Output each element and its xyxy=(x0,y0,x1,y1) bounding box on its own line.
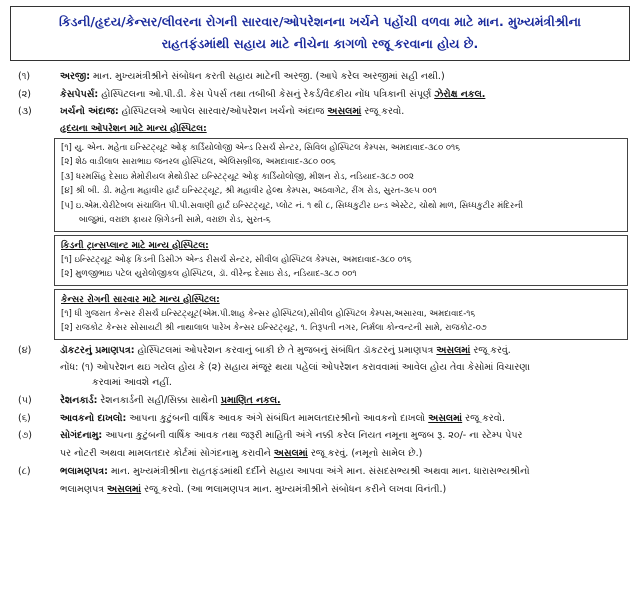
item-emphasis: ઝેરોક્ષ નકલ. xyxy=(434,88,486,100)
hospital-entry: [૪] શ્રી બી. ડી. મહેતા મહાવીર હાર્ટ ઇન્સ્ટિટ્યૂટ, શ્રી મહાવીર હેલ્થ કેમ્પસ, અઠવાગેટ, રીંગ રોડ, સુરત-૩૯૫ ૦૦૧ xyxy=(61,186,437,196)
item-number: (૪) xyxy=(18,344,32,356)
list-item-doctor-certificate xyxy=(8,343,632,359)
item-emphasis: પ્રમાણિત નકલ. xyxy=(220,395,281,406)
item-text: આપના કુટુંબની વાર્ષિક આવક તથા જરૂરી માહિતી અંગે નક્કી કરેલ નિયત નમૂના મુજબ રૂ. ૨૦/- ના સ્ટેમ્પ પેપર xyxy=(102,430,523,441)
hospital-entry: [૨] શેઠ વાડીલાલ સારાભાઇ જનરલ હોસ્પિટલ, એલિસબ્રીજ, અમદાવાદ-૩૮૦ ૦૦૬ xyxy=(61,157,336,167)
item-number: (૬) xyxy=(18,412,31,424)
item-label: આવકનો દાખલો: xyxy=(60,412,127,424)
item-label: કેસપેપર્સ: xyxy=(60,88,99,100)
item-label: ડૉકટરનું પ્રમાણપત્ર: xyxy=(60,344,135,356)
item-text: હોસ્પિટલમાં ઓપરેશન કરવાનું બાકી છે તે મુજબનું સંબંધિત ડૉકટરનું પ્રમાણપત્ર xyxy=(134,344,437,356)
hospital-entry: [૧] ધી ગુજરાત કેન્સર રીસર્ચ ઇન્સ્ટિટ્યૂટ(એમ.પી.શાહ કેન્સર હોસ્પિટલ),સીવીલ હોસ્પિટલ કેમ્પસ,અસારવા, અમદાવાદ-૧૬ xyxy=(61,308,476,319)
item-number: (૭) xyxy=(18,430,33,441)
cancer-hospitals-box xyxy=(54,289,628,340)
affidavit-continuation xyxy=(8,446,632,462)
item-number: (૮) xyxy=(18,466,31,477)
item-text: હોસ્પિટલએ આપેલ સારવાર/ઓપરેશન ખર્ચનો અંદાજ xyxy=(118,106,328,117)
item-label: ખર્ચનો અંદાજ: xyxy=(60,106,119,117)
item-text: માન. મુખ્યમંત્રીશ્રીના રાહતફંડમાંથી દર્દીને સહાય આપવા અંગે માન. સંસદસભ્યશ્રી અથવા માન. ધારાસભ્યશ્રીનો xyxy=(107,466,530,477)
item-text: રેશનકાર્ડની સહી/સિક્કા સાથેની xyxy=(97,395,221,406)
hospital-entry: [૫] ઇ.એમ.ચેરીટેબલ સંચાલિત પી.પી.સવાણી હાર્ટ ઇન્સ્ટિટ્યૂટ, પ્લોટ નં. ૧ થી ૮, સિધ્ધકુટીર ઇન્ડ એસ્ટેટ, ચોથો માળ, સિધ્ધકુટીર મંદિરની xyxy=(61,200,524,211)
item-tail: રજૂ કરવો. (આ ભલામણપત્ર માન. મુખ્યમંત્રીશ્રીને સંબોધન કરીને લખવા વિનંતી.) xyxy=(141,483,447,495)
item-tail: રજૂ કરવો. xyxy=(361,106,405,117)
item-label: ભલામણપત્ર: xyxy=(60,466,108,477)
item-tail: રજૂ કરવો. xyxy=(462,412,506,424)
item-label: રેશનકાર્ડ: xyxy=(60,395,98,406)
hospital-entry: [૨] મુળજીભાઇ પટેલ યુરોલોજીકલ હોસ્પિટલ, ડૉ. વીરેન્દ્ર દેસાઇ રોડ, નડિયાદ-૩૮૭ ૦૦૧ xyxy=(61,269,357,279)
doctor-note: નોંધ: (૧) ઓપરેશન થઇ ગયેલ હોય કે (૨) સહાય મંજૂર થયા પહેલાં ઓપરેશન કરાવવામાં આવેલ હોય તેવા કેસોમાં વિચારણા xyxy=(60,362,530,373)
list-item-affidavit xyxy=(8,428,632,444)
hospital-entry: [૧] યુ. એન. મહેતા ઇન્સ્ટિટ્યૂટ ઓફ કાર્ડિયોલોજી એન્ડ રિસર્ચ સેન્ટર, સિવિલ હોસ્પિટલ કેમ્પસ, અમદાવાદ-૩૮૦ ૦૧૬ xyxy=(61,142,460,153)
item-emphasis: અસલમાં xyxy=(107,483,142,495)
hospital-entry: [૧] ઇન્સ્ટિટ્યૂટ ઓફ કિડની ડિસીઝ એન્ડ રીસર્ચ સેન્ટર, સીવીલ હોસ્પિટલ કેમ્પસ, અમદાવાદ-૩૮૦ ૦૧૬ xyxy=(61,254,412,265)
kidney-hospitals-box xyxy=(54,235,628,286)
hospital-entry-continuation: બાજુમાં, વરાછા ફાયર બ્રિગેડની સામે, વરાછા રોડ, સુરત-૬ xyxy=(79,215,271,225)
doctor-note-continuation: કરવામાં આવશે નહીં. xyxy=(92,377,172,388)
title-line-2: રાહતફંડમાંથી સહાય માટે નીચેના કાગળો રજૂ કરવાના હોય છે. xyxy=(161,36,479,51)
item-emphasis: અસલમાં xyxy=(273,447,308,459)
heart-hospitals-heading: હૃદયના ઓપરેશન માટે માન્ય હોસ્પિટલ: xyxy=(60,123,207,134)
item-tail: રજૂ કરવું. (નમૂનો સામેલ છે.) xyxy=(307,447,423,459)
item-text: હોસ્પિટલના ઓ.પી.ડી. કેસ પેપર્સ તથા તબીબી કેસનું રેકર્ડ/વૈદકીય નોંધ પત્રિકાની સંપૂર્ણ xyxy=(98,88,435,100)
item-number: (૨) xyxy=(18,88,31,100)
hospital-entry: [૨] રાજકોટ કેન્સર સોસાયટી શ્રી નાથાલાલ પારેખ કેન્સર ઇન્સ્ટિટ્યૂટ, ૧. તિરૂપતી નગર, નિર્મલા કોન્વન્ટની સામે, રાજકોટ-૦૭ xyxy=(61,323,487,333)
list-item-case-papers xyxy=(8,87,632,103)
kidney-hospitals-heading: કિડની ટ્રાન્સપ્લાન્ટ માટે માન્ય હોસ્પિટલ: xyxy=(61,240,209,251)
title-line-1: કિડની/હૃદય/કેન્સર/લીવરના રોગની સારવાર/ઓપરેશનના ખર્ચને પહોંચી વળવા માટે માન. મુખ્યમંત્રીશ્રીના xyxy=(59,14,581,29)
item-emphasis: અસલમાં xyxy=(428,412,463,424)
list-item-income-certificate xyxy=(8,411,632,427)
list-item-recommendation-letter xyxy=(8,464,632,480)
recommendation-continuation xyxy=(8,482,632,498)
item-text: પર નોટરી અથવા મામલતદાર કોર્ટમાં સોગંદનામુ કરાવીને xyxy=(60,447,274,459)
document-title xyxy=(10,6,630,61)
item-text: આપના કુટુંબની વાર્ષિક આવક અંગે સંબંધિત મામલતદારશ્રીનો આવકનો દાખલો xyxy=(126,412,429,424)
item-number: (૫) xyxy=(18,395,32,406)
item-number: (૩) xyxy=(18,106,32,117)
item-text: ભલામણપત્ર xyxy=(60,483,108,495)
hospital-entry: [૩] ધરમસિંહ દેસાઇ મેમોરીયલ મેથોડીસ્ટ ઇન્સ્ટિટ્યૂટ ઓફ કાર્ડિયોલોજી, મીશન રોડ, નડિયાદ-૩૮૭ ૦૦૨ xyxy=(61,171,414,182)
cancer-hospitals-heading: કેન્સર રોગની સારવાર માટે માન્ય હોસ્પિટલ: xyxy=(61,294,220,305)
item-text: માન. મુખ્યમંત્રીશ્રીને સંબોધન કરતી સહાય માટેની અરજી. (આપે કરેલ અરજીમાં સહી નથી.) xyxy=(90,71,445,82)
item-label: સોગંદનામુ: xyxy=(60,430,103,441)
list-item-application xyxy=(8,69,632,85)
item-emphasis: અસલમાં xyxy=(436,344,471,356)
item-label: અરજી: xyxy=(60,71,91,82)
list-item-cost-estimate xyxy=(8,104,632,120)
item-tail: રજૂ કરવું. xyxy=(470,344,511,356)
heart-hospitals-box xyxy=(54,138,628,232)
item-number: (૧) xyxy=(18,71,31,82)
item-emphasis: અસલમાં xyxy=(327,106,362,117)
list-item-ration-card xyxy=(8,393,632,409)
